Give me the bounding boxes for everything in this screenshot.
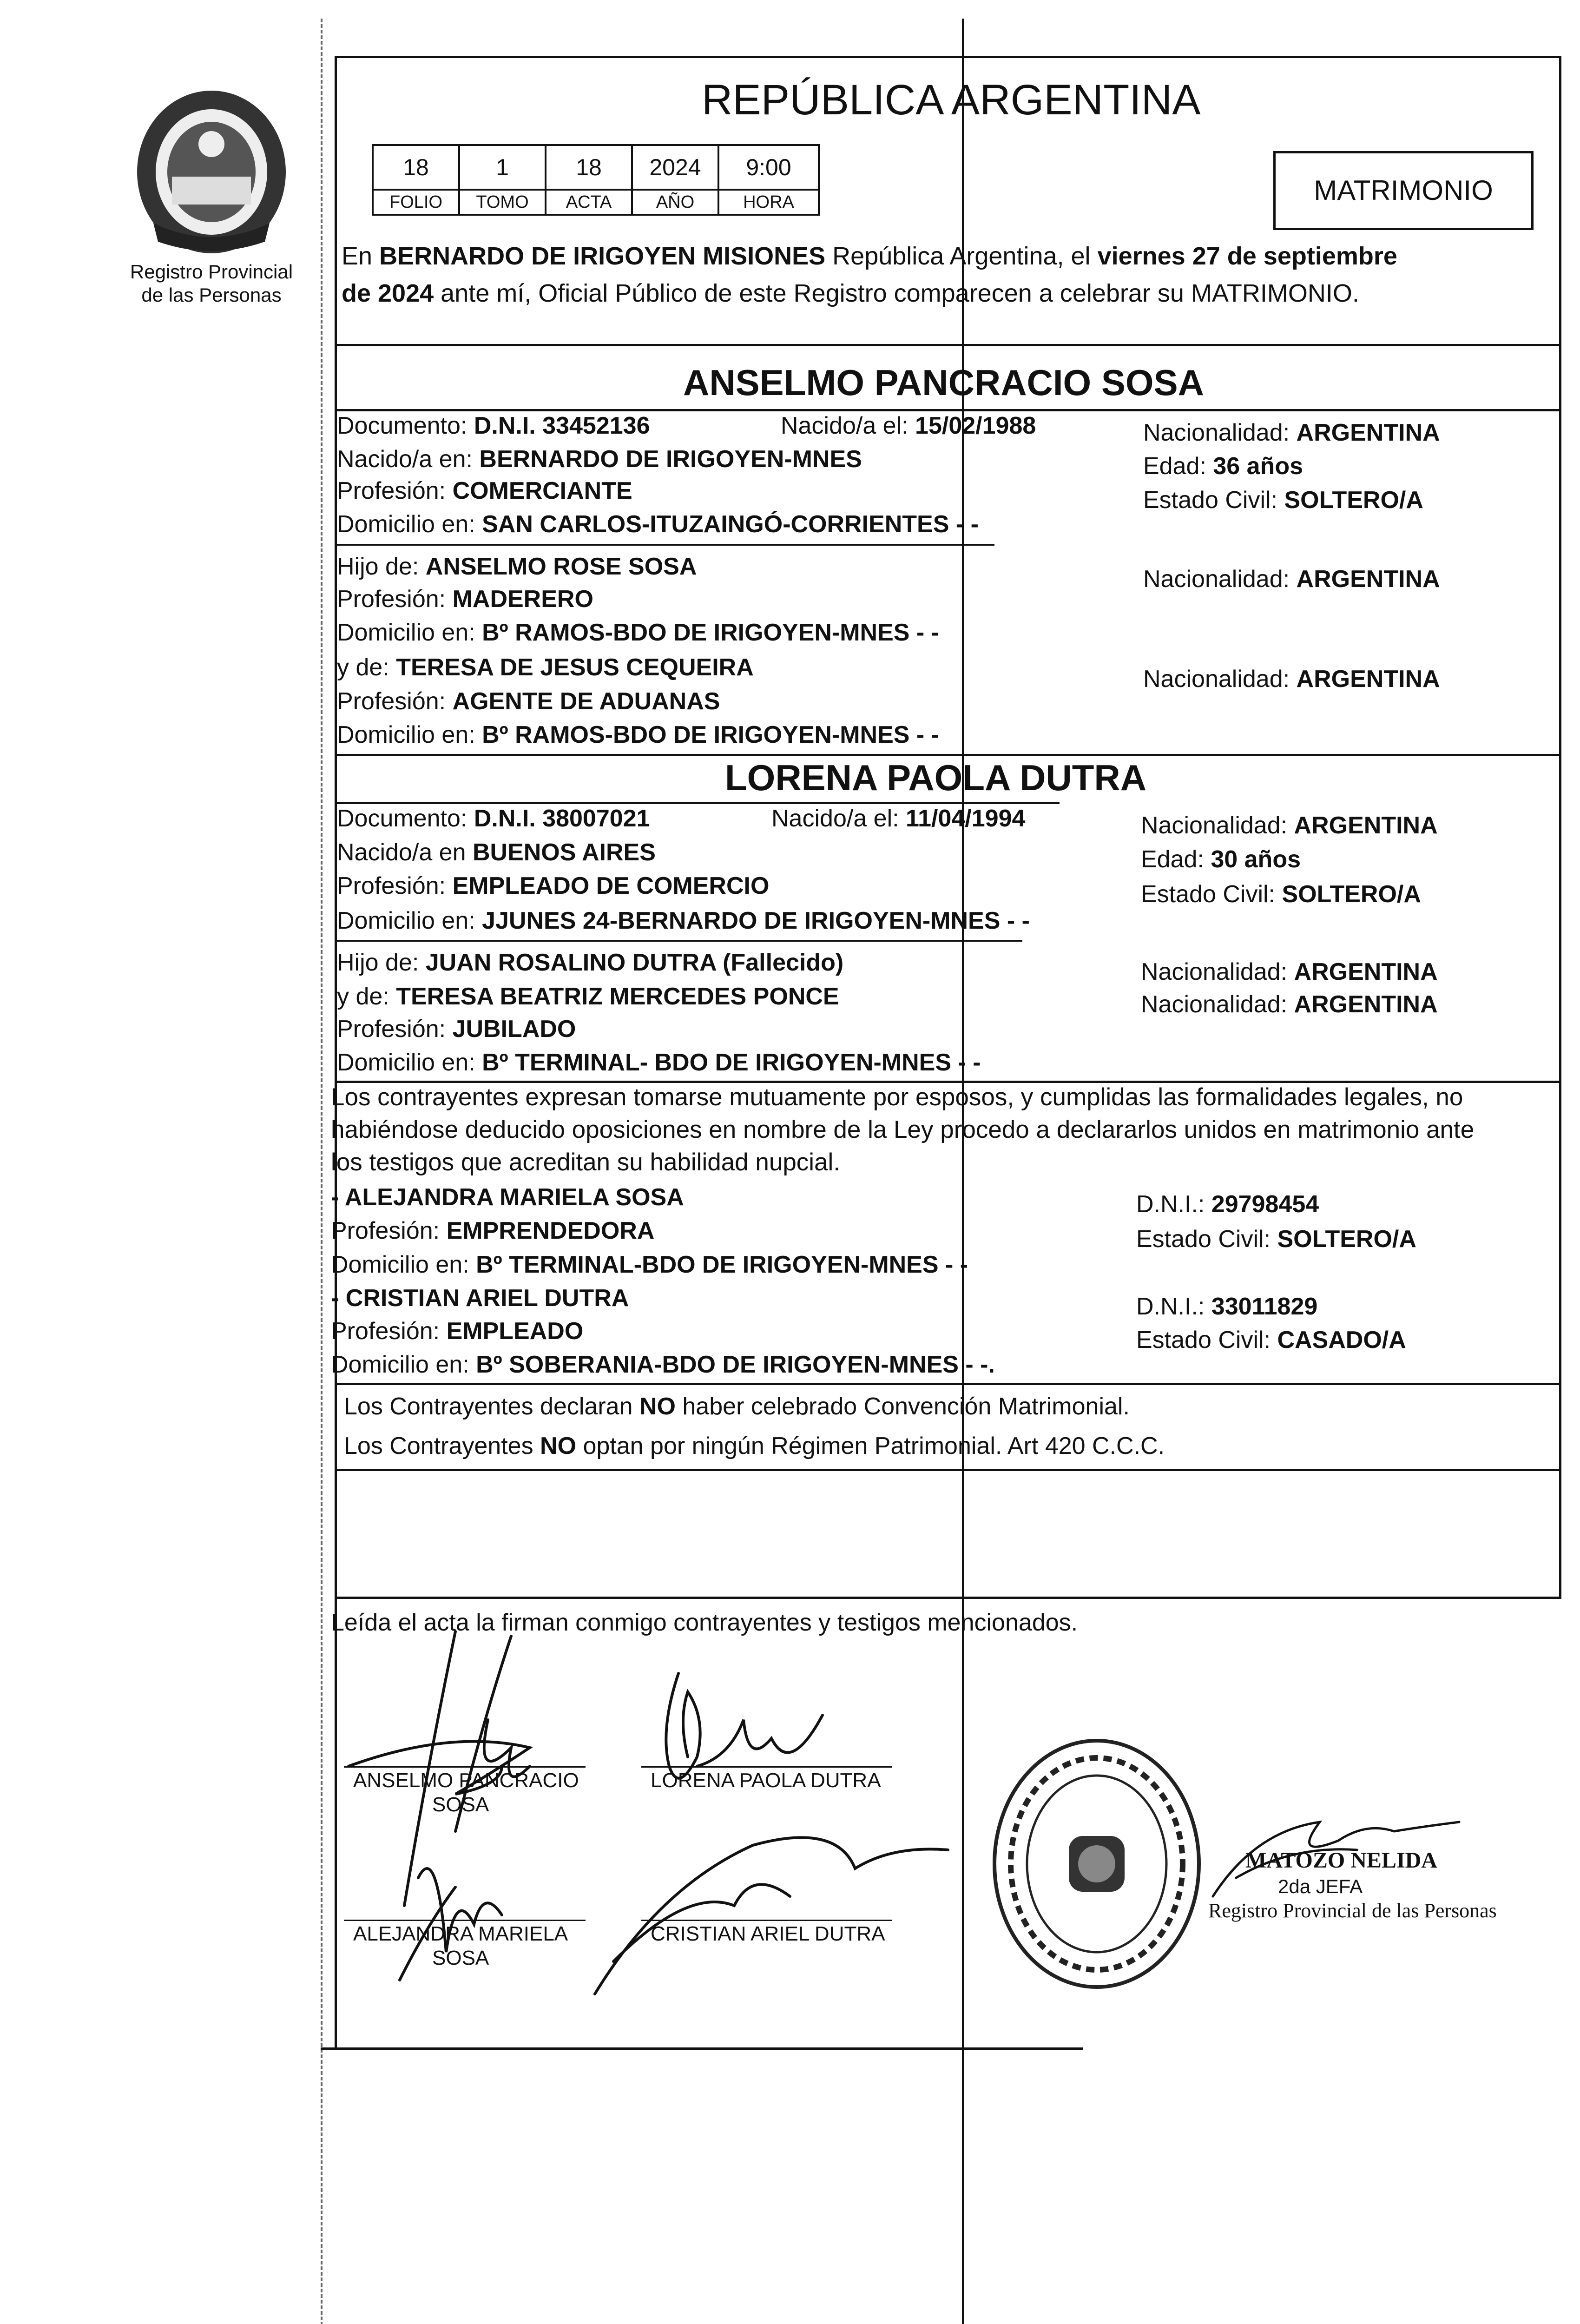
groom-born-place: Nacido/a en: BERNARDO DE IRIGOYEN-MNES: [337, 446, 862, 473]
divider: [335, 940, 1022, 942]
groom-born-date: Nacido/a el: 15/02/1988: [781, 412, 1036, 439]
witness-2-name: - CRISTIAN ARIEL DUTRA: [331, 1285, 629, 1312]
witness-1-profession: Profesión: EMPRENDEDORA: [331, 1217, 655, 1244]
registry-name: Registro Provincial de las Personas: [130, 261, 293, 306]
anio-value: 2024: [631, 144, 719, 191]
groom-age: Edad: 36 años: [1143, 453, 1303, 480]
groom-civil: Estado Civil: SOLTERO/A: [1143, 487, 1423, 514]
official-name: MATOZO NELIDA: [1245, 1848, 1437, 1873]
witness-2-signature-label: CRISTIAN ARIEL DUTRA: [651, 1922, 885, 1945]
bride-mother-addr: Domicilio en: Bº TERMINAL- BDO DE IRIGOYEN-MNES - -: [337, 1049, 981, 1076]
witness-1-name: - ALEJANDRA MARIELA SOSA: [331, 1184, 684, 1211]
bride-mother-nat: Nacionalidad: ARGENTINA: [1141, 991, 1438, 1018]
divider: [335, 344, 1561, 346]
witness-2-civil: Estado Civil: CASADO/A: [1136, 1327, 1406, 1353]
witness-1-dni: D.N.I.: 29798454: [1136, 1191, 1319, 1218]
witness-2-address: Domicilio en: Bº SOBERANIA-BDO DE IRIGOYEN-MNES - -.: [331, 1351, 995, 1378]
groom-profession: Profesión: COMERCIANTE: [337, 477, 632, 504]
groom-father-nat: Nacionalidad: ARGENTINA: [1143, 566, 1440, 593]
bride-mother-prof: Profesión: JUBILADO: [337, 1016, 576, 1043]
bride-nationality: Nacionalidad: ARGENTINA: [1141, 812, 1438, 839]
divider: [335, 544, 994, 546]
witness-2-dni: D.N.I.: 33011829: [1136, 1293, 1318, 1320]
declaration-line-3: los testigos que acreditan su habilidad nupcial.: [331, 1149, 841, 1176]
bride-born-place: Nacido/a en BUENOS AIRES: [337, 839, 656, 866]
closing-text: Leída el acta la firman conmigo contrayentes y testigos mencionados.: [331, 1609, 1078, 1636]
witness-1-signature-label: ALEJANDRA MARIELA SOSA: [353, 1922, 568, 1969]
bride-born-date: Nacido/a el: 11/04/1994: [771, 805, 1026, 832]
groom-father-addr: Domicilio en: Bº RAMOS-BDO DE IRIGOYEN-MNES - -: [337, 619, 939, 646]
act-type: MATRIMONIO: [1314, 175, 1493, 206]
groom-name: ANSELMO PANCRACIO SOSA: [683, 362, 1204, 403]
bride-name: LORENA PAOLA DUTRA: [725, 757, 1147, 798]
official-office: Registro Provincial de las Personas: [1208, 1899, 1497, 1922]
bride-father: Hijo de: JUAN ROSALINO DUTRA (Fallecido): [337, 949, 844, 976]
frame-top: [335, 56, 1561, 58]
frame-bottom: [321, 2047, 1083, 2050]
groom-father-prof: Profesión: MADERERO: [337, 586, 593, 613]
note-convention: Los Contrayentes declaran NO haber celebrado Convención Matrimonial.: [344, 1393, 1130, 1420]
folio-value: 18: [372, 144, 460, 191]
witness-1-civil: Estado Civil: SOLTERO/A: [1136, 1226, 1416, 1253]
bride-age: Edad: 30 años: [1141, 846, 1301, 873]
signature-line: [641, 1920, 892, 1921]
left-margin-line: [321, 19, 323, 2324]
anio-label: AÑO: [631, 189, 719, 216]
hora-value: 9:00: [718, 144, 820, 191]
divider: [335, 1383, 1561, 1385]
groom-mother-prof: Profesión: AGENTE DE ADUANAS: [337, 688, 720, 715]
acta-value: 18: [545, 144, 633, 191]
witness-2-profession: Profesión: EMPLEADO: [331, 1318, 584, 1345]
official-stamp: [985, 1734, 1208, 1994]
intro-line-2: de 2024 ante mí, Oficial Público de este Registro comparecen a celebrar su MATRIMONIO.: [342, 279, 1359, 307]
groom-address: Domicilio en: SAN CARLOS-ITUZAINGÓ-CORRIENTES - -: [337, 511, 979, 538]
declaration-line-1: Los contrayentes expresan tomarse mutuamente por esposos, y cumplidas las formalidades legales, no: [331, 1083, 1463, 1111]
divider: [335, 1469, 1561, 1471]
official-title: 2da JEFA: [1278, 1875, 1363, 1897]
groom-mother: y de: TERESA DE JESUS CEQUEIRA: [337, 654, 754, 681]
divider: [335, 754, 1561, 756]
bride-mother: y de: TERESA BEATRIZ MERCEDES PONCE: [337, 983, 839, 1010]
hora-label: HORA: [718, 189, 820, 216]
tomo-value: 1: [458, 144, 546, 191]
bride-profession: Profesión: EMPLEADO DE COMERCIO: [337, 872, 770, 899]
groom-mother-nat: Nacionalidad: ARGENTINA: [1143, 666, 1440, 693]
bride-civil: Estado Civil: SOLTERO/A: [1141, 881, 1421, 908]
declaration-line-2: habiéndose deducido oposiciones en nombre de la Ley procedo a declararlos unidos en matrimonio ante: [331, 1116, 1475, 1143]
tomo-label: TOMO: [458, 189, 546, 216]
frame-right: [1559, 56, 1561, 1599]
divider: [335, 1597, 1561, 1599]
act-type-box: [1273, 151, 1534, 230]
signature-line: [344, 1920, 586, 1921]
note-regime: Los Contrayentes NO optan por ningún Régimen Patrimonial. Art 420 C.C.C.: [344, 1433, 1165, 1459]
intro-line-1: En BERNARDO DE IRIGOYEN MISIONES República Argentina, el viernes 27 de septiembre: [342, 242, 1397, 270]
signature-line: [344, 1766, 586, 1768]
intro-date: viernes 27 de septiembre: [1097, 242, 1397, 270]
groom-father: Hijo de: ANSELMO ROSE SOSA: [337, 553, 697, 580]
bride-doc: Documento: D.N.I. 38007021: [337, 805, 650, 832]
bride-father-nat: Nacionalidad: ARGENTINA: [1141, 958, 1438, 985]
province-logo: [125, 84, 297, 260]
signature-line: [641, 1766, 892, 1768]
groom-doc: Documento: D.N.I. 33452136: [337, 412, 650, 439]
bride-address: Domicilio en: JJUNES 24-BERNARDO DE IRIGOYEN-MNES - -: [337, 907, 1030, 934]
intro-place: BERNARDO DE IRIGOYEN MISIONES: [379, 242, 826, 270]
groom-mother-addr: Domicilio en: Bº RAMOS-BDO DE IRIGOYEN-MNES - -: [337, 721, 939, 748]
groom-nationality: Nacionalidad: ARGENTINA: [1143, 419, 1440, 446]
country-title: REPÚBLICA ARGENTINA: [702, 76, 1201, 124]
folio-label: FOLIO: [372, 189, 460, 216]
acta-label: ACTA: [545, 189, 633, 216]
groom-signature-label: ANSELMO PANCRACIO SOSA: [353, 1769, 579, 1816]
witness-1-address: Domicilio en: Bº TERMINAL-BDO DE IRIGOYEN-MNES - -: [331, 1251, 968, 1278]
bride-signature-label: LORENA PAOLA DUTRA: [651, 1769, 881, 1792]
